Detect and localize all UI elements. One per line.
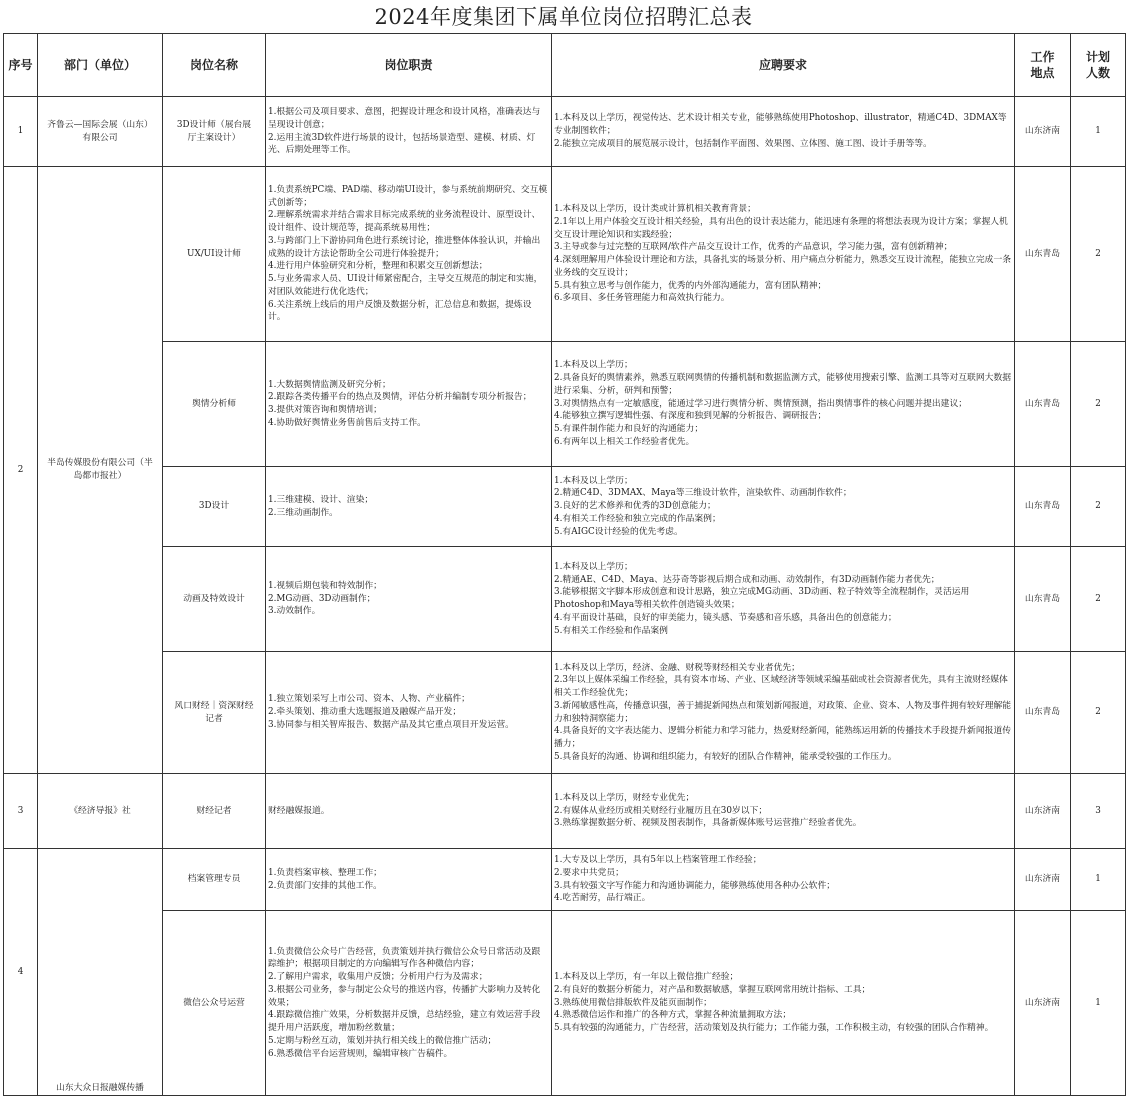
planned-count: 1: [1071, 849, 1126, 911]
duty-item: 1.三维建模、设计、渲染；: [268, 494, 374, 505]
requirement-item: 4.能够独立撰写逻辑性强、有深度和独到见解的分析报告、调研报告；: [554, 411, 827, 422]
requirement-item: 1.本科及以上学历，视觉传达、艺术设计相关专业，能够熟练使用Photoshop、illustrator，精通C4D、3DMAX等专业制图软件；: [554, 113, 1007, 137]
position-name: 微信公众号运营: [163, 911, 266, 1096]
work-location: 山东济南: [1015, 849, 1071, 911]
work-location: 山东青岛: [1015, 652, 1071, 774]
planned-count: 3: [1071, 774, 1126, 849]
work-location: 山东济南: [1015, 97, 1071, 167]
requirement-item: 3.良好的艺术修养和优秀的3D创意能力；: [554, 501, 716, 512]
duty-item: 2.跟踪各类传播平台的热点及舆情，评估分析并编制专项分析报告；: [268, 392, 532, 403]
requirement-item: 1.本科及以上学历，有一年以上微信推广经验；: [554, 972, 739, 983]
table-row: [4, 911, 1126, 1096]
duty-item: 6.熟悉微信平台运营规则，编辑审核广告稿件。: [268, 1048, 453, 1059]
work-location: 山东济南: [1015, 911, 1071, 1096]
duties-cell: [266, 467, 552, 547]
row-number: 3: [4, 774, 38, 849]
position-name: UX/UI设计师: [163, 167, 266, 342]
duty-item: 1.根据公司及项目要求、意图，把握设计理念和设计风格，准确表达与呈现设计创意；: [268, 107, 541, 130]
header-location: 工作地点: [1015, 34, 1071, 97]
requirement-item: 1.本科及以上学历，经济、金融、财税等财经相关专业者优先；: [554, 662, 800, 673]
position-name: 3D设计: [163, 467, 266, 547]
duty-item: 3.与跨部门上下游协同角色进行系统讨论，推进整体体验认识，并输出成熟的设计方法论帮助全公司进行体验提升；: [268, 235, 541, 259]
duties-cell: [266, 547, 552, 652]
requirement-item: 2.精通C4D、3DMAX、Maya等三维设计软件，渲染软件、动画制作软件；: [554, 488, 852, 499]
duty-item: 3.提供对策咨询和舆情培训；: [268, 405, 382, 415]
requirement-item: 1.本科及以上学历；: [554, 360, 633, 371]
planned-count: 1: [1071, 911, 1126, 1096]
duty-item: 6.关注系统上线后的用户反馈及数据分析，汇总信息和数据，提炼设计。: [268, 299, 532, 323]
row-number: 4: [4, 849, 38, 1096]
requirements-cell: [552, 774, 1015, 849]
requirement-item: 3.能够根据文字脚本形成创意和设计思路，独立完成MG动画、3D动画、粒子特效等全流程制作，灵活运用Photoshop和Maya等相关软件创造镜头效果；: [554, 587, 970, 610]
planned-count: 2: [1071, 342, 1126, 467]
requirement-item: 5.有相关工作经验和作品案例: [554, 625, 668, 636]
planned-count: 2: [1071, 652, 1126, 774]
duty-item: 3.根据公司业务，参与制定公众号的推送内容，传播扩大影响力及转化效果；: [268, 984, 541, 1008]
duties-cell: [266, 849, 552, 911]
work-location: 山东青岛: [1015, 167, 1071, 342]
work-location: 山东青岛: [1015, 342, 1071, 467]
requirement-item: 3.新闻敏感性高，传播意识强，善于捕捉新闻热点和策划新闻报道，对政策、企业、资本、人物及事件拥有较好理解能力和独特洞察能力；: [554, 700, 1012, 724]
requirement-item: 2.有媒体从业经历或相关财经行业履历且在30岁以下；: [554, 805, 768, 816]
duties-cell: [266, 342, 552, 467]
requirement-item: 4.有相关工作经验和独立完成的作品案例；: [554, 513, 721, 524]
table-row: [4, 467, 1126, 547]
position-name: 档案管理专员: [163, 849, 266, 911]
duty-item: 2.三维动画制作。: [268, 507, 338, 518]
header-row: [4, 34, 1126, 97]
duty-item: 2.理解系统需求并结合需求目标完成系统的业务流程设计、原型设计、设计组件、设计规范等，提高系统易用性；: [268, 210, 541, 234]
duty-item: 1.视频后期包装和特效制作；: [268, 580, 382, 591]
requirement-item: 1.本科及以上学历，设计类或计算机相关教育背景；: [554, 204, 756, 214]
requirements-cell: [552, 849, 1015, 911]
header-position: 岗位名称: [163, 34, 266, 97]
requirements-cell: [552, 467, 1015, 547]
requirement-item: 2.3年以上媒体采编工作经验，具有资本市场、产业、区域经济等领域采编基础或社会资源者优先，具有主流财经媒体相关工作经验优先；: [554, 675, 1008, 698]
department-name: 《经济导报》社: [38, 774, 163, 849]
duty-item: 2.MG动画、3D动画制作；: [268, 593, 376, 604]
duty-item: 4.协助做好舆情业务售前售后支持工作。: [268, 417, 426, 428]
row-number: 2: [4, 167, 38, 774]
requirement-item: 2.能独立完成项目的展览展示设计，包括制作平面图、效果图、立体图、施工图、设计手册等等。: [554, 138, 932, 149]
requirement-item: 2.精通AE、C4D、Maya、达芬奇等影视后期合成和动画、动效制作，有3D动画制作能力者优先；: [554, 574, 940, 585]
planned-count: 1: [1071, 97, 1126, 167]
requirements-cell: [552, 652, 1015, 774]
header-duties: 岗位职责: [266, 34, 552, 97]
position-name: 舆情分析师: [163, 342, 266, 467]
requirement-item: 5.具有独立思考与创作能力，优秀的内外部沟通能力，富有团队精神；: [554, 280, 827, 291]
requirement-item: 1.大专及以上学历，具有5年以上档案管理工作经验；: [554, 855, 762, 865]
requirement-item: 1.本科及以上学历，财经专业优先；: [554, 792, 695, 803]
duties-cell: [266, 911, 552, 1096]
header-no: 序号: [4, 34, 38, 97]
department-name: 半岛传媒股份有限公司（半岛都市报社）: [38, 167, 163, 774]
requirement-item: 3.具有较强文字写作能力和沟通协调能力，能够熟练使用各种办公软件；: [554, 880, 836, 891]
requirement-item: 4.有平面设计基础，良好的审美能力，镜头感、节奏感和音乐感，具备出色的创意能力；: [554, 612, 897, 623]
requirement-item: 4.熟悉微信运作和推广的各种方式，掌握各种流量拥取方法；: [554, 1010, 792, 1021]
duty-item: 1.负责系统PC端、PAD端、移动端UI设计，参与系统前期研究、交互模式创新等；: [268, 184, 548, 208]
duty-item: 5.定期与粉丝互动，策划并执行相关线上的微信推广活动；: [268, 1035, 497, 1046]
requirements-cell: [552, 342, 1015, 467]
duties-cell: [266, 774, 552, 849]
header-count: 计划人数: [1071, 34, 1126, 97]
table-row: [4, 774, 1126, 849]
table-row: [4, 97, 1126, 167]
requirement-item: 5.有AIGC设计经验的优先考虑。: [554, 526, 683, 537]
work-location: 山东济南: [1015, 774, 1071, 849]
duties-cell: [266, 97, 552, 167]
duty-item: 4.进行用户体验研究和分析，整理和积累交互创新想法；: [268, 261, 488, 272]
position-name: 3D设计师（展台展厅主案设计）: [163, 97, 266, 167]
work-location: 山东青岛: [1015, 467, 1071, 547]
duty-item: 1.负责微信公众号广告经营，负责策划并执行微信公众号日常活动及跟踪维护；根据项目制定的方向编辑写作各种微信内容；: [268, 946, 541, 970]
planned-count: 2: [1071, 467, 1126, 547]
requirements-cell: [552, 911, 1015, 1096]
planned-count: 2: [1071, 167, 1126, 342]
table-body: [4, 97, 1126, 1096]
requirements-cell: [552, 167, 1015, 342]
requirement-item: 2.有良好的数据分析能力，对产品和数据敏感，掌握互联网常用统计指标、工具；: [554, 984, 871, 995]
planned-count: 2: [1071, 547, 1126, 652]
table-row: [4, 342, 1126, 467]
duties-cell: [266, 652, 552, 774]
requirement-item: 3.熟练掌握数据分析、视频及图表制作，具备新媒体账号运营推广经验者优先。: [554, 818, 862, 829]
requirements-cell: [552, 547, 1015, 652]
table-row: [4, 547, 1126, 652]
requirement-item: 6.有两年以上相关工作经验者优先。: [554, 436, 695, 447]
table-row: [4, 167, 1126, 342]
requirement-item: 3.主导或参与过完整的互联网/软件产品交互设计工作，优秀的产品意识，学习能力强，富有创新精神；: [554, 242, 953, 253]
work-location: 山东青岛: [1015, 547, 1071, 652]
requirement-item: 1.本科及以上学历；: [554, 475, 633, 486]
position-name: 风口财经｜资深财经记者: [163, 652, 266, 774]
table-row: [4, 849, 1126, 911]
duty-item: 1.独立策划采写上市公司、资本、人物、产业稿件；: [268, 694, 470, 705]
duty-item: 1.大数据舆情监测及研究分析；: [268, 379, 391, 390]
duties-cell: [266, 167, 552, 342]
requirements-cell: [552, 97, 1015, 167]
requirement-item: 4.吃苦耐劳，品行端正。: [554, 893, 651, 904]
requirement-item: 4.深刻理解用户体验设计理论和方法，具备扎实的场景分析、用户痛点分析能力，熟悉交互设计流程，能独立完成一条业务线的交互设计；: [554, 255, 1012, 278]
position-name: 财经记者: [163, 774, 266, 849]
duty-item: 2.了解用户需求，收集用户反馈；分析用户行为及需求；: [268, 972, 488, 983]
department-name: 齐鲁云—国际会展（山东）有限公司: [38, 97, 163, 167]
duty-item: 2.运用主流3D软件进行场景的设计，包括场景造型、建模、材质、灯光、后期处理等工作。: [268, 132, 536, 156]
requirement-item: 5.具有较强的沟通能力，广告经营，活动策划及执行能力；工作能力强，工作积极主动，有较强的团队合作精神。: [554, 1023, 994, 1034]
recruitment-table: [3, 33, 1126, 1096]
duty-item: 3.协同参与相关智库报告、数据产品及其它重点项目开发运营。: [268, 719, 514, 730]
requirement-item: 5.具备良好的沟通、协调和组织能力，有较好的团队合作精神，能承受较强的工作压力。: [554, 751, 897, 762]
requirement-item: 4.具备良好的文字表达能力、逻辑分析能力和学习能力，热爱财经新闻，能熟练运用新的传播技术手段提升新闻报道传播力；: [554, 726, 1012, 749]
requirement-item: 2.要求中共党员；: [554, 867, 624, 878]
duty-item: 1.负责档案审核、整理工作；: [268, 867, 382, 878]
table-row: [4, 652, 1126, 774]
requirement-item: 2.具备良好的舆情素养，熟悉互联网舆情的传播机制和数据监测方式，能够使用搜索引擎、监测工具等对互联网大数据进行采集、分析，研判和预警；: [554, 373, 1012, 396]
duty-item: 2.牵头策划、推动重大选题报道及融媒产品开发；: [268, 707, 462, 718]
position-name: 动画及特效设计: [163, 547, 266, 652]
duty-item: 5.与业务需求人员、UI设计师紧密配合，主导交互规范的制定和实施，对团队效能进行优化迭代；: [268, 274, 543, 297]
requirement-item: 1.本科及以上学历；: [554, 561, 633, 572]
duty-item: 财经融媒报道。: [268, 805, 330, 816]
requirement-item: 2.1年以上用户体验交互设计相关经验，具有出色的设计表达能力，能迅速有条理的将想法表现为设计方案；掌握人机交互设计理论知识和实践经验；: [554, 216, 1008, 240]
header-requirements: 应聘要求: [552, 34, 1015, 97]
duty-item: 2.负责部门安排的其他工作。: [268, 880, 382, 891]
requirement-item: 5.有课件制作能力和良好的沟通能力；: [554, 424, 704, 435]
header-dept: 部门（单位）: [38, 34, 163, 97]
page-title: 2024年度集团下属单位岗位招聘汇总表: [374, 5, 753, 29]
requirement-item: 6.多项目、多任务管理能力和高效执行能力。: [554, 293, 730, 304]
duty-item: 3.动效制作。: [268, 606, 321, 617]
requirement-item: 3.对舆情热点有一定敏感度，能通过学习进行舆情分析、舆情预测，指出舆情事件的核心问题并提出建议；: [554, 398, 968, 409]
duty-item: 4.跟踪微信推广效果，分析数据并反馈，总结经验，建立有效运营手段提升用户活跃度，增加粉丝数量；: [268, 1010, 541, 1034]
department-name: 山东大众日报融媒传播: [38, 849, 163, 1096]
row-number: 1: [4, 97, 38, 167]
requirement-item: 3.熟练使用微信排版软件及能页面制作；: [554, 997, 712, 1008]
